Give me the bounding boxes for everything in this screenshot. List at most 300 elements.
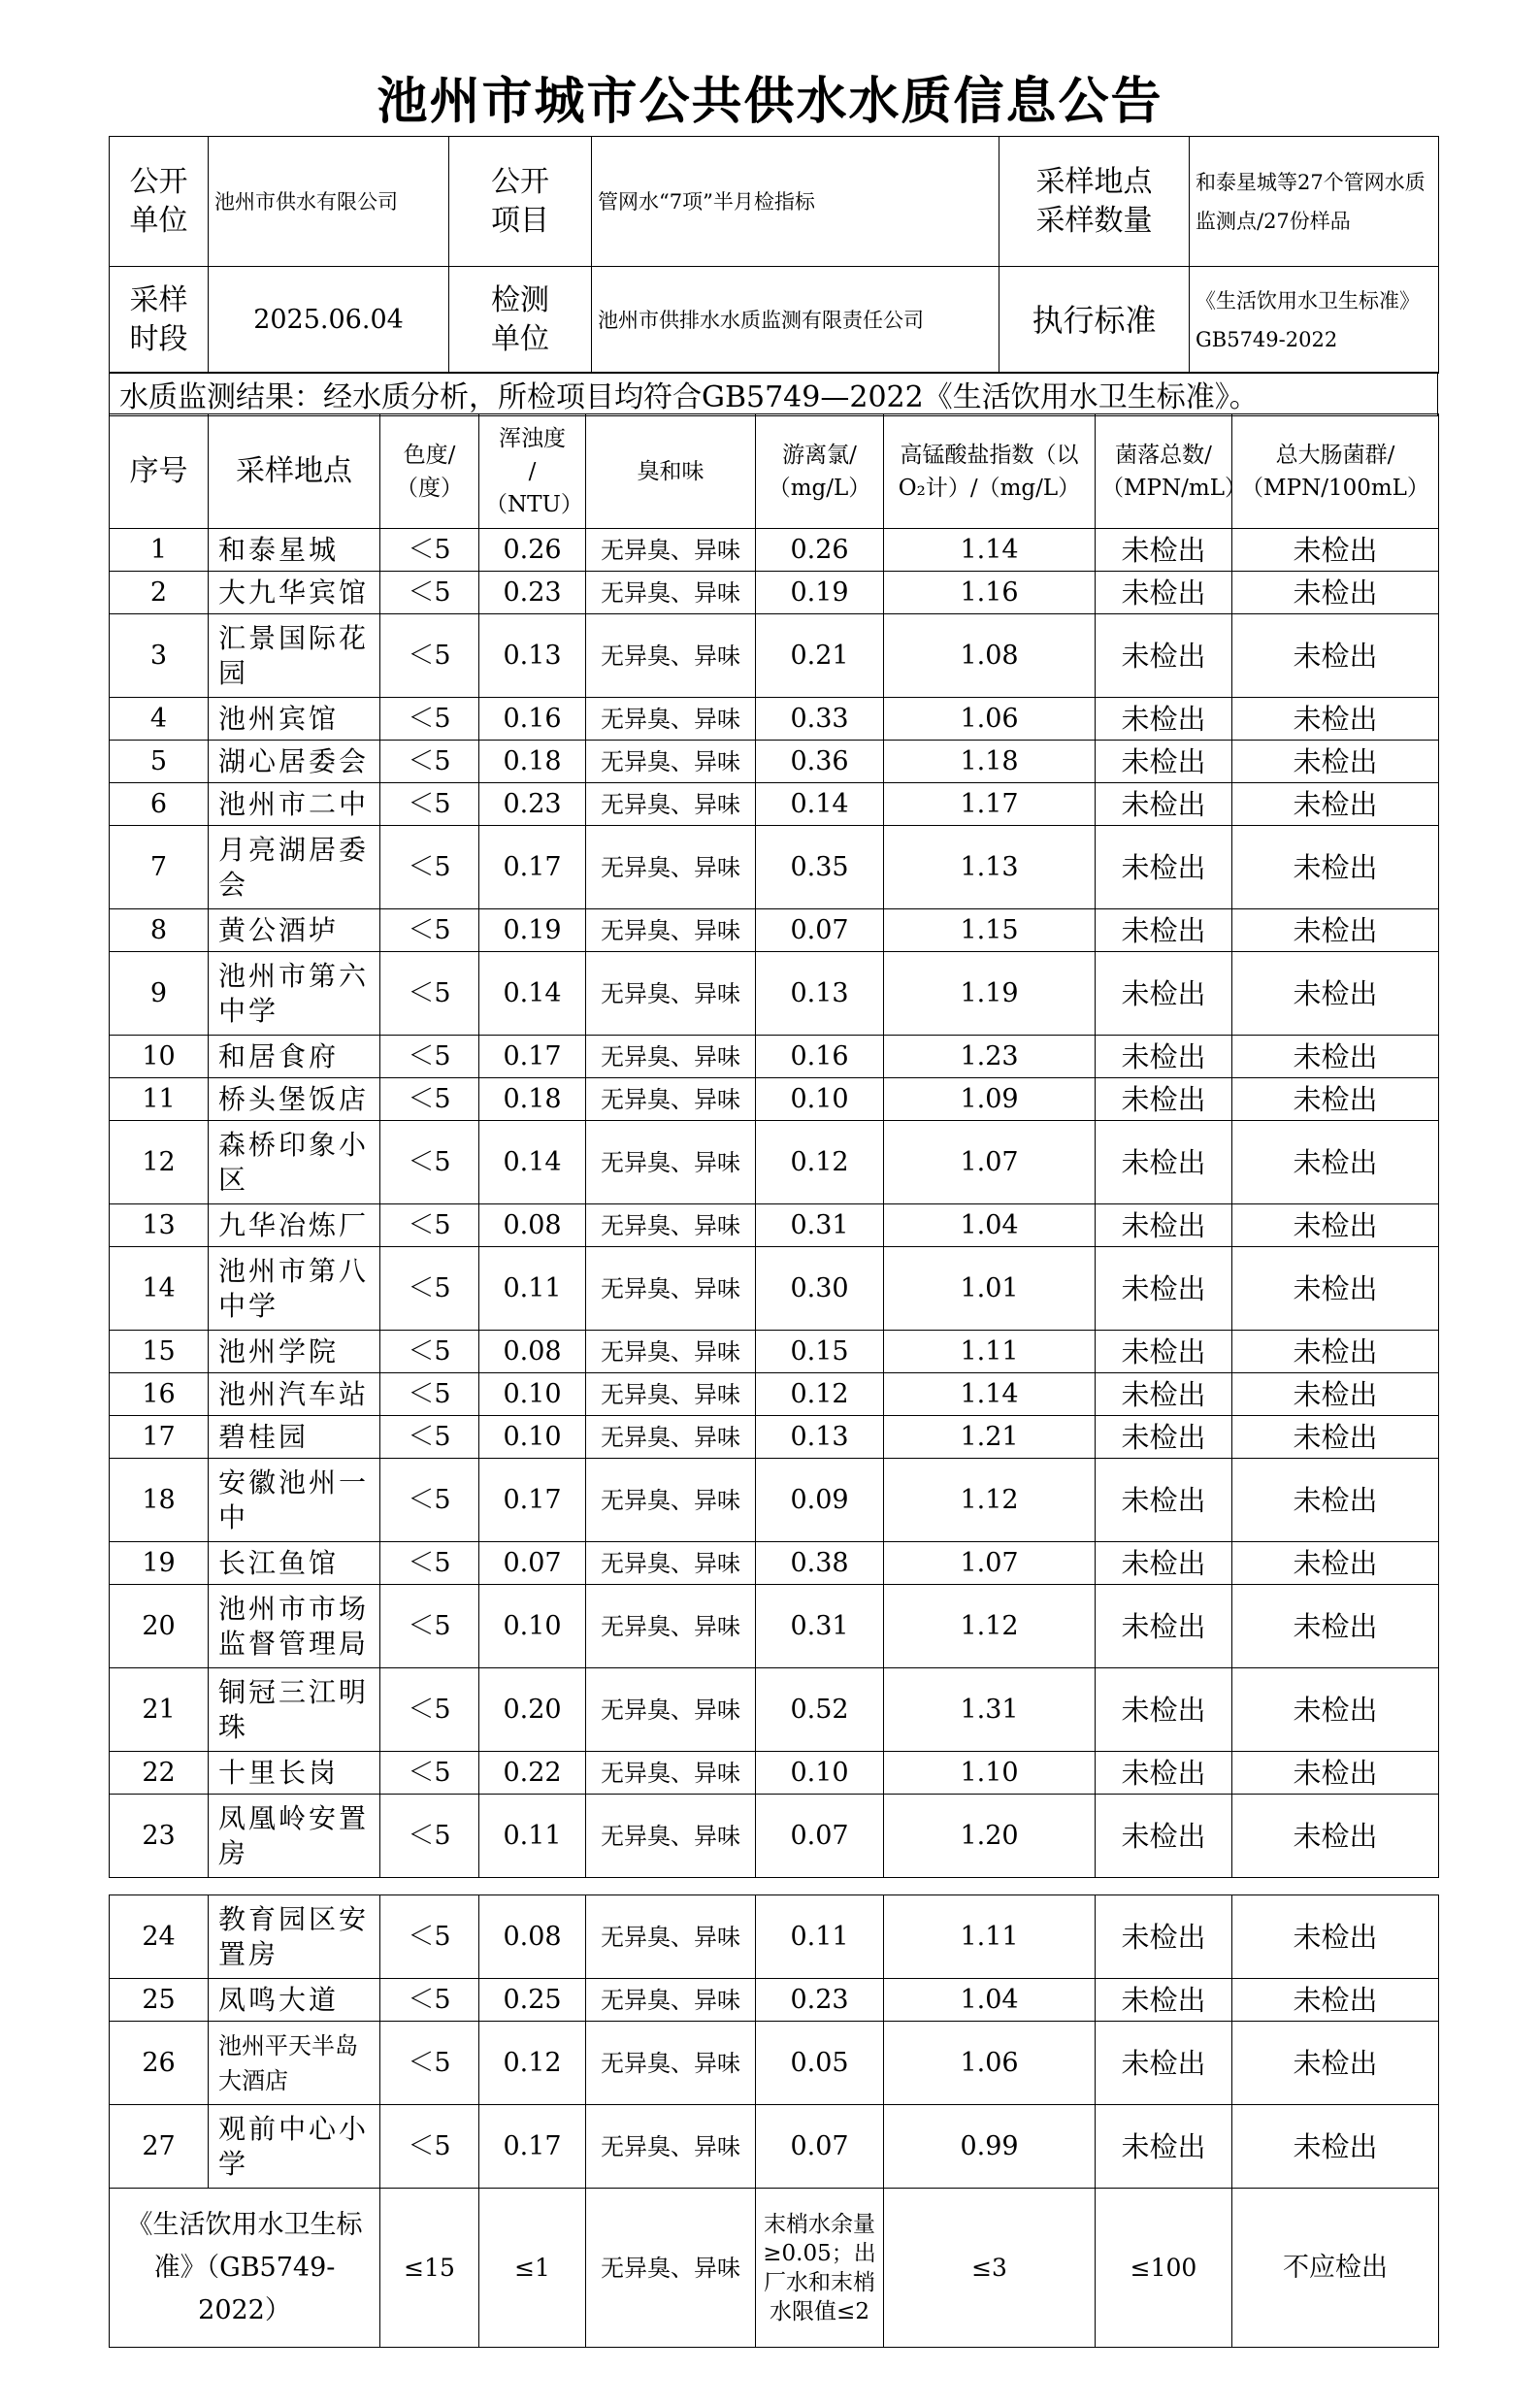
row-chlorine: 0.13 <box>756 952 884 1036</box>
row-chlorine: 0.26 <box>756 529 884 572</box>
table-row <box>110 826 1439 909</box>
row-bacteria: 未检出 <box>1096 1795 1232 1878</box>
row-bacteria: 未检出 <box>1096 741 1232 783</box>
row-turbidity: 0.08 <box>479 1204 586 1247</box>
row-cod: 1.07 <box>884 1542 1096 1585</box>
row-chlorine: 0.11 <box>756 1895 884 1979</box>
row-number: 17 <box>110 1416 209 1459</box>
row-number: 5 <box>110 741 209 783</box>
row-coliform: 未检出 <box>1232 1247 1439 1331</box>
row-number: 25 <box>110 1979 209 2022</box>
row-number: 1 <box>110 529 209 572</box>
row-odor: 无异臭、异味 <box>586 783 756 826</box>
row-number: 9 <box>110 952 209 1036</box>
row-color: ＜5 <box>380 529 479 572</box>
table-row <box>110 698 1439 741</box>
row-site: 池州市二中 <box>209 783 380 826</box>
row-cod: 1.04 <box>884 1204 1096 1247</box>
row-chlorine: 0.36 <box>756 741 884 783</box>
row-bacteria: 未检出 <box>1096 1459 1232 1542</box>
row-site: 观前中心小学 <box>209 2105 380 2189</box>
row-turbidity: 0.17 <box>479 1459 586 1542</box>
row-number: 6 <box>110 783 209 826</box>
row-turbidity: 0.08 <box>479 1331 586 1373</box>
row-bacteria: 未检出 <box>1096 1331 1232 1373</box>
row-coliform: 未检出 <box>1232 952 1439 1036</box>
row-color: ＜5 <box>380 1668 479 1752</box>
publisher-value: 池州市供水有限公司 <box>209 137 449 267</box>
row-number: 2 <box>110 572 209 614</box>
col-no: 序号 <box>110 414 209 529</box>
row-cod: 1.14 <box>884 529 1096 572</box>
row-coliform: 未检出 <box>1232 2022 1439 2105</box>
row-number: 19 <box>110 1542 209 1585</box>
table-row <box>110 1585 1439 1668</box>
row-coliform: 未检出 <box>1232 1459 1439 1542</box>
table-row <box>110 1036 1439 1078</box>
row-color: ＜5 <box>380 1373 479 1416</box>
row-color: ＜5 <box>380 2022 479 2105</box>
row-bacteria: 未检出 <box>1096 1036 1232 1078</box>
row-odor: 无异臭、异味 <box>586 909 756 952</box>
row-cod: 1.06 <box>884 698 1096 741</box>
row-color: ＜5 <box>380 1078 479 1121</box>
row-bacteria: 未检出 <box>1096 529 1232 572</box>
row-bacteria: 未检出 <box>1096 1247 1232 1331</box>
row-number: 13 <box>110 1204 209 1247</box>
row-site: 长江鱼馆 <box>209 1542 380 1585</box>
row-odor: 无异臭、异味 <box>586 1668 756 1752</box>
row-chlorine: 0.31 <box>756 1585 884 1668</box>
row-turbidity: 0.14 <box>479 952 586 1036</box>
row-cod: 1.08 <box>884 614 1096 698</box>
row-chlorine: 0.15 <box>756 1331 884 1373</box>
row-site: 和泰星城 <box>209 529 380 572</box>
row-odor: 无异臭、异味 <box>586 1585 756 1668</box>
row-site: 教育园区安置房 <box>209 1895 380 1979</box>
row-chlorine: 0.07 <box>756 1795 884 1878</box>
row-odor: 无异臭、异味 <box>586 1795 756 1878</box>
row-cod: 0.99 <box>884 2105 1096 2189</box>
row-coliform: 未检出 <box>1232 826 1439 909</box>
row-site: 池州汽车站 <box>209 1373 380 1416</box>
col-cod: 高锰酸盐指数（以 O₂计）/（mg/L） <box>884 414 1096 529</box>
row-bacteria: 未检出 <box>1096 614 1232 698</box>
site-label: 采样地点 采样数量 <box>999 137 1190 267</box>
row-cod: 1.06 <box>884 2022 1096 2105</box>
row-odor: 无异臭、异味 <box>586 614 756 698</box>
row-odor: 无异臭、异味 <box>586 952 756 1036</box>
item-label: 公开 项目 <box>449 137 592 267</box>
data-table-continued <box>109 1894 1439 2348</box>
row-turbidity: 0.12 <box>479 2022 586 2105</box>
row-cod: 1.12 <box>884 1459 1096 1542</box>
row-cod: 1.04 <box>884 1979 1096 2022</box>
row-site: 池州学院 <box>209 1331 380 1373</box>
row-site: 池州市第六中学 <box>209 952 380 1036</box>
row-number: 27 <box>110 2105 209 2189</box>
row-turbidity: 0.25 <box>479 1979 586 2022</box>
standard-label: 执行标准 <box>999 267 1190 374</box>
row-bacteria: 未检出 <box>1096 1373 1232 1416</box>
row-chlorine: 0.19 <box>756 572 884 614</box>
row-coliform: 未检出 <box>1232 1979 1439 2022</box>
row-odor: 无异臭、异味 <box>586 1121 756 1204</box>
row-site: 安徽池州一中 <box>209 1459 380 1542</box>
row-chlorine: 0.05 <box>756 2022 884 2105</box>
row-turbidity: 0.17 <box>479 1036 586 1078</box>
row-turbidity: 0.10 <box>479 1373 586 1416</box>
row-color: ＜5 <box>380 1585 479 1668</box>
row-odor: 无异臭、异味 <box>586 826 756 909</box>
row-coliform: 未检出 <box>1232 1668 1439 1752</box>
row-coliform: 未检出 <box>1232 1204 1439 1247</box>
row-odor: 无异臭、异味 <box>586 1247 756 1331</box>
standard-coliform: 不应检出 <box>1232 2189 1439 2348</box>
row-site: 森桥印象小区 <box>209 1121 380 1204</box>
row-chlorine: 0.30 <box>756 1247 884 1331</box>
row-coliform: 未检出 <box>1232 783 1439 826</box>
row-cod: 1.19 <box>884 952 1096 1036</box>
row-odor: 无异臭、异味 <box>586 1416 756 1459</box>
row-bacteria: 未检出 <box>1096 1979 1232 2022</box>
column-header-row <box>110 414 1439 529</box>
lab-value: 池州市供排水水质监测有限责任公司 <box>592 267 999 374</box>
row-cod: 1.15 <box>884 909 1096 952</box>
row-turbidity: 0.18 <box>479 1078 586 1121</box>
standard-turbidity: ≤1 <box>479 2189 586 2348</box>
table-row <box>110 741 1439 783</box>
table-row <box>110 952 1439 1036</box>
table-row <box>110 1331 1439 1373</box>
table-row <box>110 1204 1439 1247</box>
row-coliform: 未检出 <box>1232 614 1439 698</box>
row-cod: 1.21 <box>884 1416 1096 1459</box>
row-bacteria: 未检出 <box>1096 1752 1232 1795</box>
row-site: 黄公酒垆 <box>209 909 380 952</box>
table-row <box>110 1121 1439 1204</box>
table-row <box>110 614 1439 698</box>
row-chlorine: 0.10 <box>756 1078 884 1121</box>
row-number: 20 <box>110 1585 209 1668</box>
row-chlorine: 0.16 <box>756 1036 884 1078</box>
row-site: 九华冶炼厂 <box>209 1204 380 1247</box>
row-number: 24 <box>110 1895 209 1979</box>
row-site: 汇景国际花园 <box>209 614 380 698</box>
row-color: ＜5 <box>380 783 479 826</box>
row-number: 4 <box>110 698 209 741</box>
row-cod: 1.13 <box>884 826 1096 909</box>
row-cod: 1.01 <box>884 1247 1096 1331</box>
row-number: 12 <box>110 1121 209 1204</box>
row-color: ＜5 <box>380 1459 479 1542</box>
row-coliform: 未检出 <box>1232 1416 1439 1459</box>
row-site: 十里长岗 <box>209 1752 380 1795</box>
row-bacteria: 未检出 <box>1096 1204 1232 1247</box>
row-coliform: 未检出 <box>1232 909 1439 952</box>
table-row <box>110 1373 1439 1416</box>
row-number: 15 <box>110 1331 209 1373</box>
row-number: 3 <box>110 614 209 698</box>
row-coliform: 未检出 <box>1232 529 1439 572</box>
row-turbidity: 0.08 <box>479 1895 586 1979</box>
row-turbidity: 0.17 <box>479 2105 586 2189</box>
row-turbidity: 0.19 <box>479 909 586 952</box>
row-number: 18 <box>110 1459 209 1542</box>
row-coliform: 未检出 <box>1232 1542 1439 1585</box>
table-row <box>110 2022 1439 2105</box>
table-row <box>110 1668 1439 1752</box>
row-chlorine: 0.52 <box>756 1668 884 1752</box>
row-color: ＜5 <box>380 826 479 909</box>
table-row <box>110 909 1439 952</box>
row-coliform: 未检出 <box>1232 1036 1439 1078</box>
row-number: 21 <box>110 1668 209 1752</box>
standard-value: 《生活饮用水卫生标准》GB5749-2022 <box>1190 267 1439 374</box>
row-odor: 无异臭、异味 <box>586 1204 756 1247</box>
row-bacteria: 未检出 <box>1096 1078 1232 1121</box>
row-turbidity: 0.07 <box>479 1542 586 1585</box>
row-coliform: 未检出 <box>1232 1078 1439 1121</box>
row-color: ＜5 <box>380 952 479 1036</box>
row-chlorine: 0.07 <box>756 909 884 952</box>
table-row <box>110 1078 1439 1121</box>
row-chlorine: 0.35 <box>756 826 884 909</box>
row-bacteria: 未检出 <box>1096 909 1232 952</box>
row-chlorine: 0.13 <box>756 1416 884 1459</box>
standard-chlorine: 末梢水余量≥0.05；出厂水和末梢水限值≤2 <box>756 2189 884 2348</box>
row-bacteria: 未检出 <box>1096 698 1232 741</box>
table-row <box>110 2105 1439 2189</box>
col-coliform: 总大肠菌群/ （MPN/100mL） <box>1232 414 1439 529</box>
row-bacteria: 未检出 <box>1096 1895 1232 1979</box>
row-color: ＜5 <box>380 1752 479 1795</box>
row-cod: 1.09 <box>884 1078 1096 1121</box>
row-cod: 1.20 <box>884 1795 1096 1878</box>
row-site: 碧桂园 <box>209 1416 380 1459</box>
row-cod: 1.12 <box>884 1585 1096 1668</box>
row-chlorine: 0.12 <box>756 1373 884 1416</box>
row-turbidity: 0.26 <box>479 529 586 572</box>
row-odor: 无异臭、异味 <box>586 741 756 783</box>
row-color: ＜5 <box>380 614 479 698</box>
row-coliform: 未检出 <box>1232 1331 1439 1373</box>
row-number: 16 <box>110 1373 209 1416</box>
row-odor: 无异臭、异味 <box>586 1979 756 2022</box>
row-cod: 1.14 <box>884 1373 1096 1416</box>
row-color: ＜5 <box>380 1895 479 1979</box>
row-bacteria: 未检出 <box>1096 783 1232 826</box>
row-site: 池州市第八中学 <box>209 1247 380 1331</box>
standard-name: 《生活饮用水卫生标准》（GB5749-2022） <box>110 2189 380 2348</box>
row-odor: 无异臭、异味 <box>586 1542 756 1585</box>
row-cod: 1.23 <box>884 1036 1096 1078</box>
row-turbidity: 0.18 <box>479 741 586 783</box>
item-value: 管网水“7项”半月检指标 <box>592 137 999 267</box>
row-color: ＜5 <box>380 1247 479 1331</box>
period-value: 2025.06.04 <box>209 267 449 374</box>
row-turbidity: 0.11 <box>479 1247 586 1331</box>
row-site: 凤凰岭安置房 <box>209 1795 380 1878</box>
row-number: 26 <box>110 2022 209 2105</box>
row-bacteria: 未检出 <box>1096 1585 1232 1668</box>
row-coliform: 未检出 <box>1232 741 1439 783</box>
row-turbidity: 0.17 <box>479 826 586 909</box>
row-odor: 无异臭、异味 <box>586 2022 756 2105</box>
col-site: 采样地点 <box>209 414 380 529</box>
row-odor: 无异臭、异味 <box>586 572 756 614</box>
row-site: 桥头堡饭店 <box>209 1078 380 1121</box>
row-odor: 无异臭、异味 <box>586 1078 756 1121</box>
row-chlorine: 0.14 <box>756 783 884 826</box>
row-coliform: 未检出 <box>1232 1752 1439 1795</box>
row-odor: 无异臭、异味 <box>586 1895 756 1979</box>
standard-cod: ≤3 <box>884 2189 1096 2348</box>
standard-bacteria: ≤100 <box>1096 2189 1232 2348</box>
row-number: 22 <box>110 1752 209 1795</box>
row-bacteria: 未检出 <box>1096 1121 1232 1204</box>
table-row <box>110 1416 1439 1459</box>
row-bacteria: 未检出 <box>1096 826 1232 909</box>
row-coliform: 未检出 <box>1232 1121 1439 1204</box>
row-bacteria: 未检出 <box>1096 2105 1232 2189</box>
publisher-label: 公开 单位 <box>110 137 209 267</box>
row-cod: 1.11 <box>884 1331 1096 1373</box>
row-coliform: 未检出 <box>1232 2105 1439 2189</box>
site-value: 和泰星城等27个管网水质监测点/27份样品 <box>1190 137 1439 267</box>
row-site: 和居食府 <box>209 1036 380 1078</box>
table-row <box>110 572 1439 614</box>
row-color: ＜5 <box>380 1331 479 1373</box>
row-color: ＜5 <box>380 1542 479 1585</box>
row-cod: 1.07 <box>884 1121 1096 1204</box>
row-coliform: 未检出 <box>1232 698 1439 741</box>
row-color: ＜5 <box>380 1204 479 1247</box>
row-turbidity: 0.16 <box>479 698 586 741</box>
row-site: 池州市市场监督管理局 <box>209 1585 380 1668</box>
lab-label: 检测 单位 <box>449 267 592 374</box>
row-odor: 无异臭、异味 <box>586 1373 756 1416</box>
result-text: 水质监测结果：经水质分析，所检项目均符合GB5749—2022《生活饮用水卫生标准》。 <box>110 373 1438 416</box>
table-row <box>110 1795 1439 1878</box>
row-number: 8 <box>110 909 209 952</box>
row-number: 23 <box>110 1795 209 1878</box>
row-color: ＜5 <box>380 1036 479 1078</box>
row-turbidity: 0.11 <box>479 1795 586 1878</box>
row-site: 湖心居委会 <box>209 741 380 783</box>
row-odor: 无异臭、异味 <box>586 1036 756 1078</box>
row-coliform: 未检出 <box>1232 1373 1439 1416</box>
row-turbidity: 0.10 <box>479 1585 586 1668</box>
row-cod: 1.31 <box>884 1668 1096 1752</box>
table-row <box>110 1979 1439 2022</box>
row-turbidity: 0.22 <box>479 1752 586 1795</box>
row-cod: 1.16 <box>884 572 1096 614</box>
row-turbidity: 0.23 <box>479 572 586 614</box>
row-turbidity: 0.23 <box>479 783 586 826</box>
row-turbidity: 0.20 <box>479 1668 586 1752</box>
data-table <box>109 413 1439 1878</box>
page-title: 池州市城市公共供水水质信息公告 <box>377 73 1163 131</box>
row-coliform: 未检出 <box>1232 1585 1439 1668</box>
row-site: 池州宾馆 <box>209 698 380 741</box>
row-color: ＜5 <box>380 1795 479 1878</box>
col-turbidity: 浑浊度 / （NTU） <box>479 414 586 529</box>
result-table <box>109 372 1438 416</box>
row-turbidity: 0.13 <box>479 614 586 698</box>
row-odor: 无异臭、异味 <box>586 2105 756 2189</box>
row-chlorine: 0.23 <box>756 1979 884 2022</box>
header-table <box>109 136 1439 374</box>
row-chlorine: 0.33 <box>756 698 884 741</box>
period-label: 采样 时段 <box>110 267 209 374</box>
row-cod: 1.18 <box>884 741 1096 783</box>
table-row <box>110 783 1439 826</box>
row-color: ＜5 <box>380 1121 479 1204</box>
row-color: ＜5 <box>380 1416 479 1459</box>
row-chlorine: 0.31 <box>756 1204 884 1247</box>
row-coliform: 未检出 <box>1232 572 1439 614</box>
row-bacteria: 未检出 <box>1096 2022 1232 2105</box>
row-site: 铜冠三江明珠 <box>209 1668 380 1752</box>
row-chlorine: 0.09 <box>756 1459 884 1542</box>
row-color: ＜5 <box>380 698 479 741</box>
col-bacteria: 菌落总数/ （MPN/mL） <box>1096 414 1232 529</box>
col-color: 色度/ （度） <box>380 414 479 529</box>
row-site: 月亮湖居委会 <box>209 826 380 909</box>
row-odor: 无异臭、异味 <box>586 1331 756 1373</box>
table-row <box>110 1247 1439 1331</box>
row-odor: 无异臭、异味 <box>586 698 756 741</box>
row-cod: 1.11 <box>884 1895 1096 1979</box>
row-cod: 1.17 <box>884 783 1096 826</box>
row-bacteria: 未检出 <box>1096 1416 1232 1459</box>
row-coliform: 未检出 <box>1232 1895 1439 1979</box>
row-bacteria: 未检出 <box>1096 952 1232 1036</box>
row-cod: 1.10 <box>884 1752 1096 1795</box>
row-turbidity: 0.14 <box>479 1121 586 1204</box>
row-turbidity: 0.10 <box>479 1416 586 1459</box>
table-row <box>110 529 1439 572</box>
table-row <box>110 1895 1439 1979</box>
row-chlorine: 0.12 <box>756 1121 884 1204</box>
standard-odor: 无异臭、异味 <box>586 2189 756 2348</box>
row-chlorine: 0.07 <box>756 2105 884 2189</box>
row-bacteria: 未检出 <box>1096 1542 1232 1585</box>
row-odor: 无异臭、异味 <box>586 1752 756 1795</box>
row-site: 凤鸣大道 <box>209 1979 380 2022</box>
row-color: ＜5 <box>380 1979 479 2022</box>
row-chlorine: 0.21 <box>756 614 884 698</box>
row-bacteria: 未检出 <box>1096 572 1232 614</box>
table-row <box>110 1459 1439 1542</box>
row-color: ＜5 <box>380 909 479 952</box>
col-odor: 臭和味 <box>586 414 756 529</box>
col-chlorine: 游离氯/ （mg/L） <box>756 414 884 529</box>
row-odor: 无异臭、异味 <box>586 529 756 572</box>
row-number: 11 <box>110 1078 209 1121</box>
row-odor: 无异臭、异味 <box>586 1459 756 1542</box>
row-number: 10 <box>110 1036 209 1078</box>
row-site: 大九华宾馆 <box>209 572 380 614</box>
row-color: ＜5 <box>380 741 479 783</box>
row-chlorine: 0.38 <box>756 1542 884 1585</box>
table-row <box>110 1752 1439 1795</box>
row-color: ＜5 <box>380 2105 479 2189</box>
row-bacteria: 未检出 <box>1096 1668 1232 1752</box>
standard-color: ≤15 <box>380 2189 479 2348</box>
standard-row <box>110 2189 1439 2348</box>
